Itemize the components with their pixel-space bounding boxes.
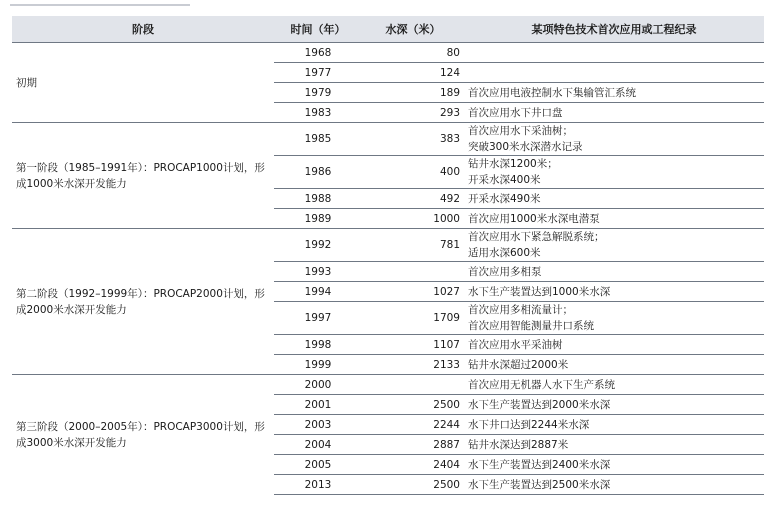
note-line: 水下生产装置达到2500米水深 <box>468 478 611 491</box>
note-cell <box>464 302 764 335</box>
note-line: 首次应用水下采油树； <box>468 125 573 137</box>
depth-cell: 400 <box>362 156 464 189</box>
stage-cell: 第二阶段（1992–1999年）：PROCAP2000计划，形成2000米水深开发能力 <box>12 229 274 375</box>
note-line: 水下生产装置达到2000米水深 <box>468 398 611 411</box>
depth-cell: 781 <box>362 229 464 262</box>
year-cell: 1977 <box>274 63 362 83</box>
note-cell <box>464 63 764 83</box>
note-cell <box>464 415 764 435</box>
table-header-row <box>12 16 764 43</box>
depth-cell: 1000 <box>362 209 464 229</box>
header-depth: 水深（米） <box>362 16 464 43</box>
note-line: 首次应用水下井口盘 <box>468 106 563 119</box>
depth-cell: 1709 <box>362 302 464 335</box>
stage-cell: 第一阶段（1985–1991年）：PROCAP1000计划，形成1000米水深开发能力 <box>12 123 274 229</box>
year-cell: 1985 <box>274 123 362 156</box>
note-cell <box>464 335 764 355</box>
depth-cell: 124 <box>362 63 464 83</box>
year-cell: 2005 <box>274 455 362 475</box>
table-row <box>12 375 764 395</box>
note-cell <box>464 262 764 282</box>
depth-cell: 383 <box>362 123 464 156</box>
note-cell <box>464 475 764 495</box>
note-cell <box>464 455 764 475</box>
year-cell: 2000 <box>274 375 362 395</box>
depth-cell: 80 <box>446 46 460 59</box>
deepwater-record-table <box>12 16 764 495</box>
header-note: 某项特色技术首次应用或工程纪录 <box>464 16 764 43</box>
year-cell: 2004 <box>274 435 362 455</box>
year-cell: 1999 <box>274 355 362 375</box>
table-body <box>12 43 764 495</box>
year-cell: 1968 <box>304 46 332 59</box>
note-line: 首次应用水下紧急解脱系统； <box>468 231 605 243</box>
note-line: 钻井水深达到2887米 <box>468 438 569 451</box>
header-year: 时间（年） <box>274 16 362 43</box>
year-cell: 1998 <box>274 335 362 355</box>
note-cell <box>464 355 764 375</box>
note-line: 首次应用多相流量计； <box>468 304 573 316</box>
depth-cell <box>362 375 464 395</box>
note-cell <box>464 83 764 103</box>
note-line: 首次应用1000米水深电潜泵 <box>468 212 600 225</box>
depth-cell: 2500 <box>362 475 464 495</box>
note-line: 钻井水深超过2000米 <box>468 358 569 371</box>
note-line: 首次应用智能测量井口系统 <box>468 320 594 332</box>
note-line: 首次应用电液控制水下集输管汇系统 <box>468 86 636 99</box>
depth-cell: 1027 <box>362 282 464 302</box>
year-cell: 1997 <box>274 302 362 335</box>
year-cell: 1994 <box>274 282 362 302</box>
note-cell <box>464 229 764 262</box>
year-cell: 1986 <box>274 156 362 189</box>
depth-cell: 2133 <box>362 355 464 375</box>
year-cell: 1993 <box>274 262 362 282</box>
depth-cell <box>362 262 464 282</box>
note-cell <box>464 282 764 302</box>
year-cell: 2001 <box>274 395 362 415</box>
note-cell <box>464 43 764 63</box>
year-cell: 1992 <box>274 229 362 262</box>
note-cell <box>464 156 764 189</box>
note-cell <box>464 123 764 156</box>
note-line: 适用水深600米 <box>468 247 541 259</box>
depth-cell: 2244 <box>362 415 464 435</box>
depth-cell: 2887 <box>362 435 464 455</box>
note-cell <box>464 375 764 395</box>
depth-cell: 189 <box>362 83 464 103</box>
note-cell <box>464 209 764 229</box>
year-cell: 1988 <box>274 189 362 209</box>
top-decoration-line <box>10 4 190 6</box>
note-cell <box>464 435 764 455</box>
note-line: 水下生产装置达到2400米水深 <box>468 458 611 471</box>
note-line: 首次应用水平采油树 <box>468 338 563 351</box>
stage-cell: 初期 <box>16 76 37 89</box>
table-row <box>12 43 764 63</box>
table-row <box>12 229 764 262</box>
note-line: 突破300米水深潜水记录 <box>468 141 583 153</box>
note-cell <box>464 103 764 123</box>
year-cell: 2003 <box>274 415 362 435</box>
year-cell: 1989 <box>274 209 362 229</box>
note-line: 水下井口达到2244米水深 <box>468 418 590 431</box>
header-stage: 阶段 <box>12 16 274 43</box>
note-line: 水下生产装置达到1000米水深 <box>468 285 611 298</box>
stage-cell: 第三阶段（2000–2005年）：PROCAP3000计划，形成3000米水深开发能力 <box>12 375 274 495</box>
year-cell: 1983 <box>274 103 362 123</box>
note-line: 开采水深400米 <box>468 174 541 186</box>
depth-cell: 2500 <box>362 395 464 415</box>
note-line: 钻井水深1200米； <box>468 158 558 170</box>
note-line: 开采水深490米 <box>468 192 541 205</box>
year-cell: 2013 <box>274 475 362 495</box>
depth-cell: 1107 <box>362 335 464 355</box>
note-line: 首次应用无机器人水下生产系统 <box>468 378 615 391</box>
year-cell: 1979 <box>274 83 362 103</box>
depth-cell: 293 <box>362 103 464 123</box>
table-row <box>12 123 764 156</box>
note-cell <box>464 395 764 415</box>
depth-cell: 2404 <box>362 455 464 475</box>
note-cell <box>464 189 764 209</box>
depth-cell: 492 <box>362 189 464 209</box>
note-line: 首次应用多相泵 <box>468 265 542 278</box>
